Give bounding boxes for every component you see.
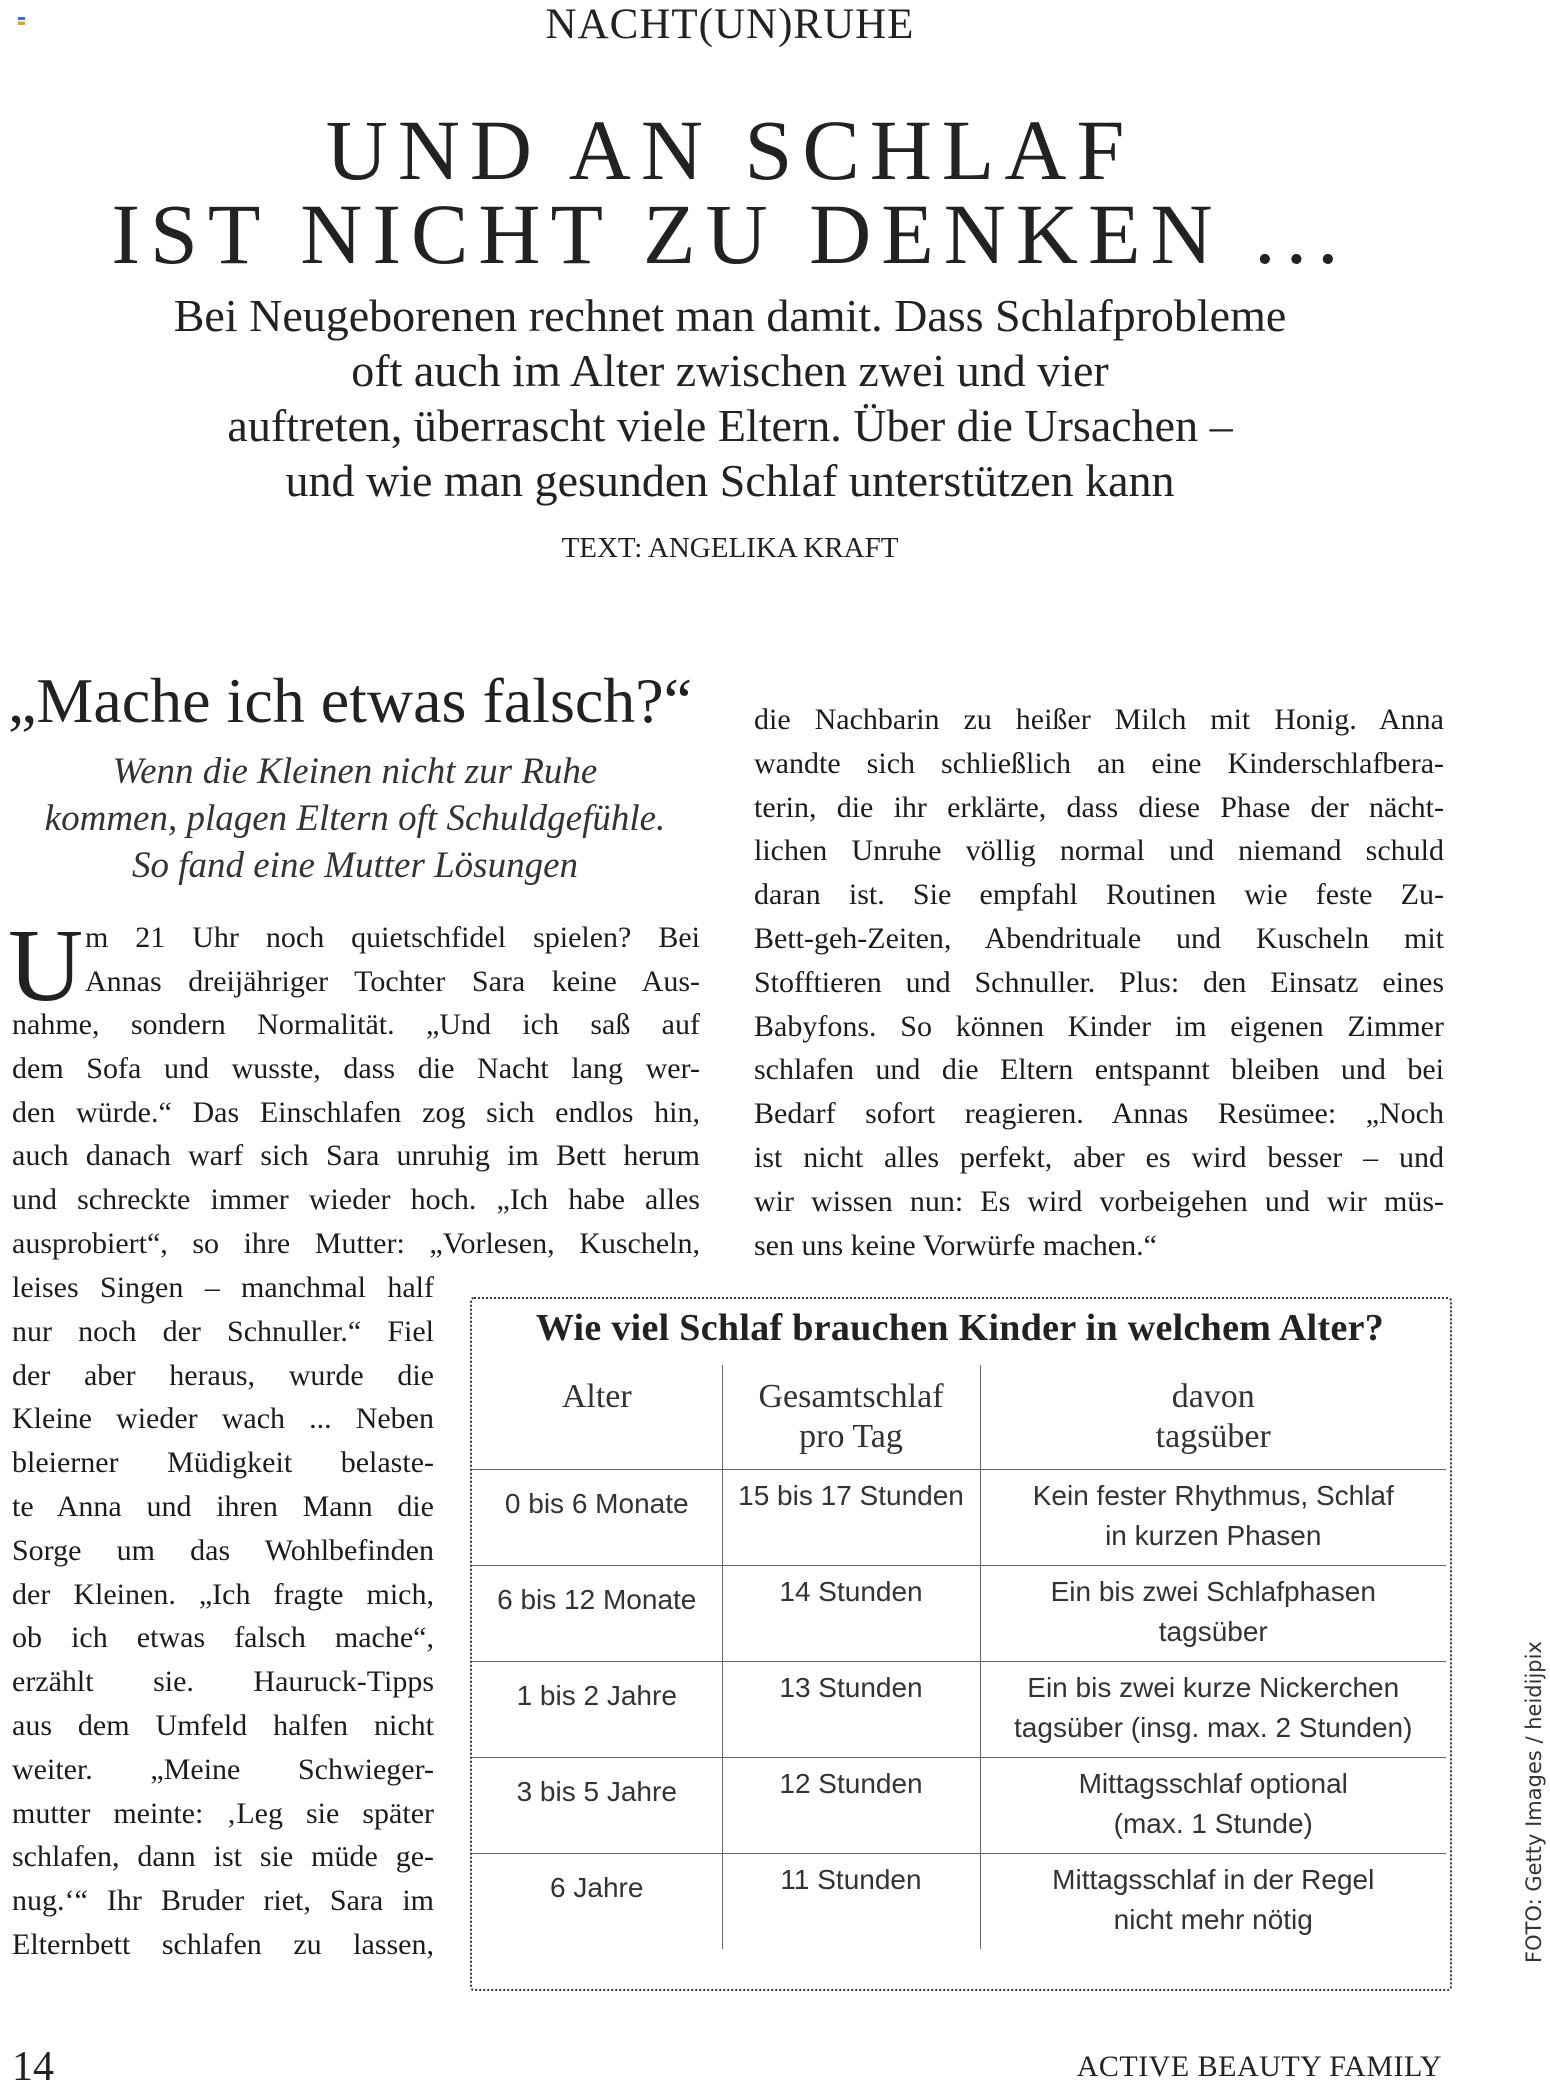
quote-sub-line: Wenn die Kleinen nicht zur Ruhe xyxy=(112,751,598,792)
cell-line: Ein bis zwei Schlafphasen xyxy=(1050,1575,1376,1607)
header-line: Alter xyxy=(561,1378,632,1415)
cell-total: 11 Stunden xyxy=(722,1853,980,1949)
body-line: Kleine wieder wach ... Neben xyxy=(12,1402,434,1436)
teaser-line: auftreten, überrascht viele Eltern. Über die Ursachen – xyxy=(227,400,1233,451)
table-row xyxy=(472,1469,1446,1565)
body-line: der aber heraus, wurde die xyxy=(12,1358,434,1392)
body-line: der Kleinen. „Ich fragte mich, xyxy=(12,1577,434,1611)
header-cell-daytime xyxy=(980,1365,1446,1469)
teaser xyxy=(100,288,1360,508)
cell-total: 12 Stunden xyxy=(722,1757,980,1853)
body-line: nug.‘“ Ihr Bruder riet, Sara im xyxy=(12,1884,434,1918)
body-line: die Nachbarin zu heißer Milch mit Honig. Anna xyxy=(754,703,1444,736)
drop-cap: U xyxy=(8,908,84,1023)
quote-sub-line: kommen, plagen Eltern oft Schuldgefühle. xyxy=(44,798,666,839)
body-line: Elternbett schlafen zu lassen, xyxy=(12,1927,434,1961)
body-line: Babyfons. So können Kinder im eigenen Zimmer xyxy=(754,1009,1444,1043)
cell-age: 0 bis 6 Monate xyxy=(472,1469,722,1565)
body-line: mutter meinte: ‚Leg sie später xyxy=(12,1796,434,1830)
page-number: 14 xyxy=(12,2044,54,2090)
teaser-line: oft auch im Alter zwischen zwei und vier xyxy=(351,345,1109,396)
cell-total: 13 Stunden xyxy=(722,1661,980,1757)
body-left-intro xyxy=(85,916,700,1004)
cell-total: 15 bis 17 Stunden xyxy=(722,1469,980,1565)
header-line: tagsüber xyxy=(1155,1418,1271,1455)
body-line: aus dem Umfeld halfen nicht xyxy=(12,1708,434,1742)
body-line: schlafen, dann ist sie müde ge- xyxy=(12,1840,434,1874)
magazine-name: ACTIVE BEAUTY FAMILY xyxy=(1076,2050,1442,2083)
cell-line: in kurzen Phasen xyxy=(1105,1519,1322,1551)
cell-daytime xyxy=(980,1661,1446,1757)
table-row xyxy=(472,1565,1446,1661)
header-line: Gesamtschlaf xyxy=(758,1378,944,1415)
table-row xyxy=(472,1853,1446,1949)
body-left-full-width xyxy=(12,1003,700,1266)
cell-line: (max. 1 Stunde) xyxy=(1113,1807,1313,1839)
cell-line: nicht mehr nötig xyxy=(1113,1903,1313,1935)
body-line: ausprobiert“, so ihre Mutter: „Vorlesen, Kuscheln, xyxy=(12,1226,700,1260)
sleep-table xyxy=(472,1365,1446,1949)
body-line: Bedarf sofort reagieren. Annas Resümee: „Noch xyxy=(754,1097,1444,1131)
body-line: nur noch der Schnuller.“ Fiel xyxy=(12,1314,434,1348)
body-line: erzählt sie. Hauruck-Tipps xyxy=(12,1665,434,1699)
body-line: Stofftieren und Schnuller. Plus: den Einsatz eines xyxy=(754,965,1444,999)
body-line: schlafen und die Eltern entspannt bleiben und bei xyxy=(754,1053,1444,1087)
section-label: NACHT(UN)RUHE xyxy=(545,1,915,48)
cell-daytime xyxy=(980,1853,1446,1949)
body-line: und schreckte immer wieder hoch. „Ich habe alles xyxy=(12,1183,700,1217)
cell-daytime xyxy=(980,1565,1446,1661)
cell-age: 1 bis 2 Jahre xyxy=(472,1661,722,1757)
body-line: ist nicht alles perfekt, aber es wird besser – und xyxy=(754,1140,1444,1174)
body-line: wandte sich schließlich an eine Kinderschlafbera- xyxy=(754,746,1444,780)
body-line: te Anna und ihren Mann die xyxy=(12,1489,434,1523)
cell-line: Ein bis zwei kurze Nickerchen xyxy=(1027,1671,1400,1703)
byline: TEXT: ANGELIKA KRAFT xyxy=(561,532,899,564)
photo-credit: FOTO: Getty Images / heidijpix xyxy=(1522,1641,1546,1963)
header-cell-age xyxy=(472,1365,722,1469)
quote-sub-line: So fand eine Mutter Lösungen xyxy=(131,845,578,886)
cell-daytime xyxy=(980,1757,1446,1853)
table-row xyxy=(472,1757,1446,1853)
body-line: den würde.“ Das Einschlafen zog sich endlos hin, xyxy=(12,1095,700,1129)
cell-line: Mittagsschlaf in der Regel xyxy=(1052,1863,1375,1895)
body-left-narrow xyxy=(12,1266,434,1967)
headline xyxy=(0,102,1460,282)
body-line: lichen Unruhe völlig normal und niemand schuld xyxy=(754,834,1444,868)
body-line: sen uns keine Vorwürfe machen.“ xyxy=(754,1228,1157,1262)
quote-subheading xyxy=(0,748,710,889)
body-line: Annas dreijähriger Tochter Sara keine Aus- xyxy=(85,964,700,998)
cell-age: 6 bis 12 Monate xyxy=(472,1565,722,1661)
body-line: Bett-geh-Zeiten, Abendrituale und Kuscheln mit xyxy=(754,921,1444,955)
body-line: leises Singen – manchmal half xyxy=(12,1271,434,1304)
cell-total: 14 Stunden xyxy=(722,1565,980,1661)
body-line: bleierner Müdigkeit belaste- xyxy=(12,1446,434,1480)
body-right-column xyxy=(754,698,1444,1267)
body-line: nahme, sondern Normalität. „Und ich saß auf xyxy=(12,1008,700,1041)
cell-daytime xyxy=(980,1469,1446,1565)
teaser-line: Bei Neugeborenen rechnet man damit. Dass Schlafprobleme xyxy=(173,290,1287,341)
cell-line: Mittagsschlaf optional xyxy=(1078,1767,1348,1799)
teaser-line: und wie man gesunden Schlaf unterstützen kann xyxy=(285,455,1175,506)
body-line: ob ich etwas falsch mache“, xyxy=(12,1621,434,1655)
body-line: dem Sofa und wusste, dass die Nacht lang wer- xyxy=(12,1051,700,1085)
headline-line-1: UND AN SCHLAF xyxy=(325,102,1135,198)
quote-heading: „Mache ich etwas falsch?“ xyxy=(8,665,693,736)
header-cell-total xyxy=(722,1365,980,1469)
body-line: wir wissen nun: Es wird vorbeigehen und wir müs- xyxy=(754,1184,1444,1218)
body-line: weiter. „Meine Schwieger- xyxy=(12,1752,434,1786)
headline-line-2: IST NICHT ZU DENKEN ... xyxy=(111,186,1349,282)
infobox-title: Wie viel Schlaf brauchen Kinder in welchem Alter? xyxy=(535,1307,1385,1349)
table-header-row xyxy=(472,1365,1446,1469)
cell-line: tagsüber xyxy=(1158,1615,1268,1647)
cell-line: tagsüber (insg. max. 2 Stunden) xyxy=(1014,1711,1413,1743)
body-line: daran ist. Sie empfahl Routinen wie feste Zu- xyxy=(754,878,1444,912)
body-line: Sorge um das Wohlbefinden xyxy=(12,1533,434,1567)
cell-age: 6 Jahre xyxy=(472,1853,722,1949)
body-line: auch danach warf sich Sara unruhig im Bett herum xyxy=(12,1139,700,1173)
header-line: davon xyxy=(1171,1378,1255,1415)
cell-line: Kein fester Rhythmus, Schlaf xyxy=(1032,1479,1394,1511)
table-row xyxy=(472,1661,1446,1757)
cell-age: 3 bis 5 Jahre xyxy=(472,1757,722,1853)
body-line: m 21 Uhr noch quietschfidel spielen? Bei xyxy=(85,921,700,954)
header-line: pro Tag xyxy=(799,1418,903,1455)
body-line: terin, die ihr erklärte, dass diese Phase der nächt- xyxy=(754,790,1444,824)
